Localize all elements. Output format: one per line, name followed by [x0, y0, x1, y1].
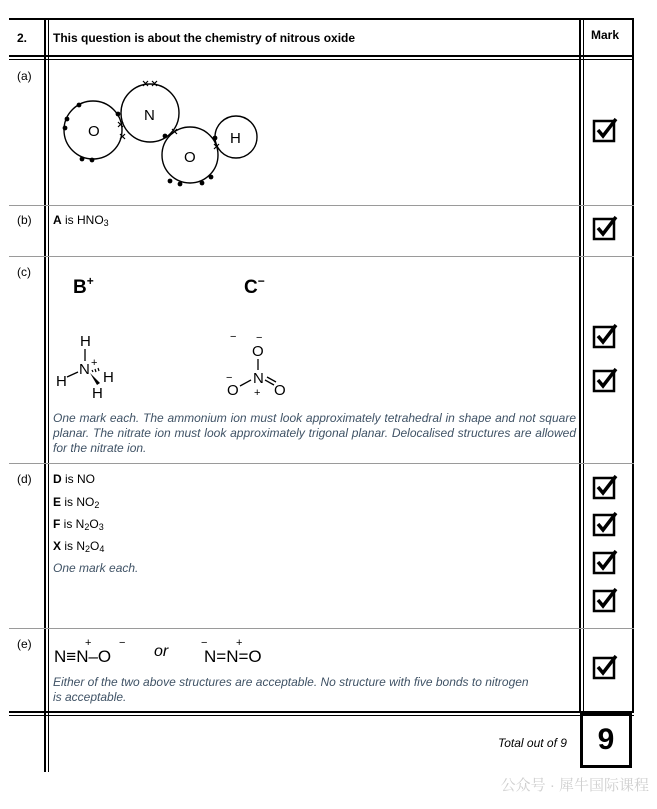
row-divider-a-b	[9, 205, 634, 206]
svg-text:−: −	[119, 637, 126, 649]
svg-text:O: O	[252, 343, 264, 360]
part-e-label: (e)	[17, 637, 32, 651]
svg-text:H: H	[80, 333, 91, 350]
part-e-note: Either of the two above structures are acceptable. No structure with five bonds to nitrogen is acceptable.	[53, 675, 529, 704]
part-b-label: (b)	[17, 213, 32, 227]
svg-text:−: −	[201, 637, 208, 649]
mark-d4-checkbox-icon	[592, 587, 618, 613]
compound-a-label: A	[53, 213, 62, 227]
mark-d1-checkbox-icon	[592, 474, 618, 500]
mark-c1-checkbox-icon	[592, 323, 618, 349]
mark-column-header: Mark	[591, 28, 620, 42]
mark-a-checkbox-icon	[592, 117, 618, 143]
part-d-line-d: D is NO	[53, 472, 96, 486]
or-text: or	[154, 643, 169, 660]
part-d-line-x: X is $N_2O_4$	[53, 539, 105, 554]
svg-text:O: O	[274, 382, 286, 399]
mark-d2-checkbox-icon	[592, 511, 618, 537]
svg-text:−: −	[230, 331, 237, 343]
dot-cross-diagram	[52, 74, 267, 190]
mark-d3-checkbox-icon	[592, 549, 618, 575]
svg-text:N: N	[253, 370, 264, 387]
left-column-rule	[44, 18, 46, 772]
svg-text:O: O	[227, 382, 239, 399]
nitrous-oxide-structure-2	[198, 635, 278, 667]
part-c-label: (c)	[17, 265, 31, 279]
row-divider-d-e	[9, 628, 634, 629]
atom-o-right: O	[184, 149, 196, 166]
total-row-rule	[9, 711, 634, 713]
header-bottom-rule	[9, 55, 634, 57]
atom-h: H	[230, 130, 241, 147]
left-column-rule-2	[48, 18, 49, 772]
atom-n: N	[144, 107, 155, 124]
total-row-rule-2	[9, 715, 634, 716]
part-c-note: One mark each. The ammonium ion must look approximately tetrahedral in shape and not square planar. The nitrate ion must look approximately trigonal planar. Delocalised structures are allowed for the nitrate ion.	[53, 411, 576, 455]
part-a-label: (a)	[17, 69, 32, 83]
mark-column-rule-2	[583, 18, 584, 712]
part-d-note: One mark each.	[53, 561, 139, 575]
row-divider-b-c	[9, 256, 634, 257]
svg-text:−: −	[226, 372, 233, 384]
svg-text:N=N=O: N=N=O	[204, 647, 262, 666]
part-d-line-f: F is $N_2O_3$	[53, 517, 104, 532]
mark-e-checkbox-icon	[592, 654, 618, 680]
mark-column-rule	[579, 18, 581, 712]
part-d-line-e: E is $NO_2$	[53, 495, 100, 510]
atom-o-left: O	[88, 123, 100, 140]
nitrous-oxide-structure-1	[53, 635, 133, 667]
table-top-border	[9, 18, 634, 20]
svg-text:H: H	[56, 373, 67, 390]
svg-text:H: H	[103, 369, 114, 386]
svg-text:H: H	[92, 385, 103, 402]
ammonium-structure	[53, 332, 123, 402]
header-bottom-rule-2	[9, 59, 634, 60]
svg-text:+: +	[236, 637, 243, 649]
svg-text:N≡N–O: N≡N–O	[54, 647, 112, 666]
svg-text:+: +	[254, 387, 261, 399]
nitrate-structure	[223, 330, 293, 400]
right-border	[632, 18, 634, 712]
question-title: This question is about the chemistry of nitrous oxide	[53, 31, 356, 45]
question-number: 2.	[17, 31, 28, 45]
ion-b-label: B+	[73, 274, 94, 298]
svg-text:−: −	[256, 332, 263, 344]
total-label: Total out of 9	[498, 736, 567, 750]
row-divider-c-d	[9, 463, 634, 464]
part-d-label: (d)	[17, 472, 32, 486]
total-score-box	[580, 712, 632, 768]
svg-text:+: +	[85, 637, 92, 649]
ion-c-label: C−	[244, 274, 265, 298]
watermark-text: 公众号 · 犀牛国际课程	[500, 777, 649, 794]
svg-text:+: +	[91, 357, 98, 369]
total-score: 9	[597, 723, 615, 756]
svg-text:N: N	[79, 361, 90, 378]
mark-b-checkbox-icon	[592, 215, 618, 241]
mark-c2-checkbox-icon	[592, 367, 618, 393]
part-b-answer: A is $HNO_3$	[53, 213, 109, 228]
